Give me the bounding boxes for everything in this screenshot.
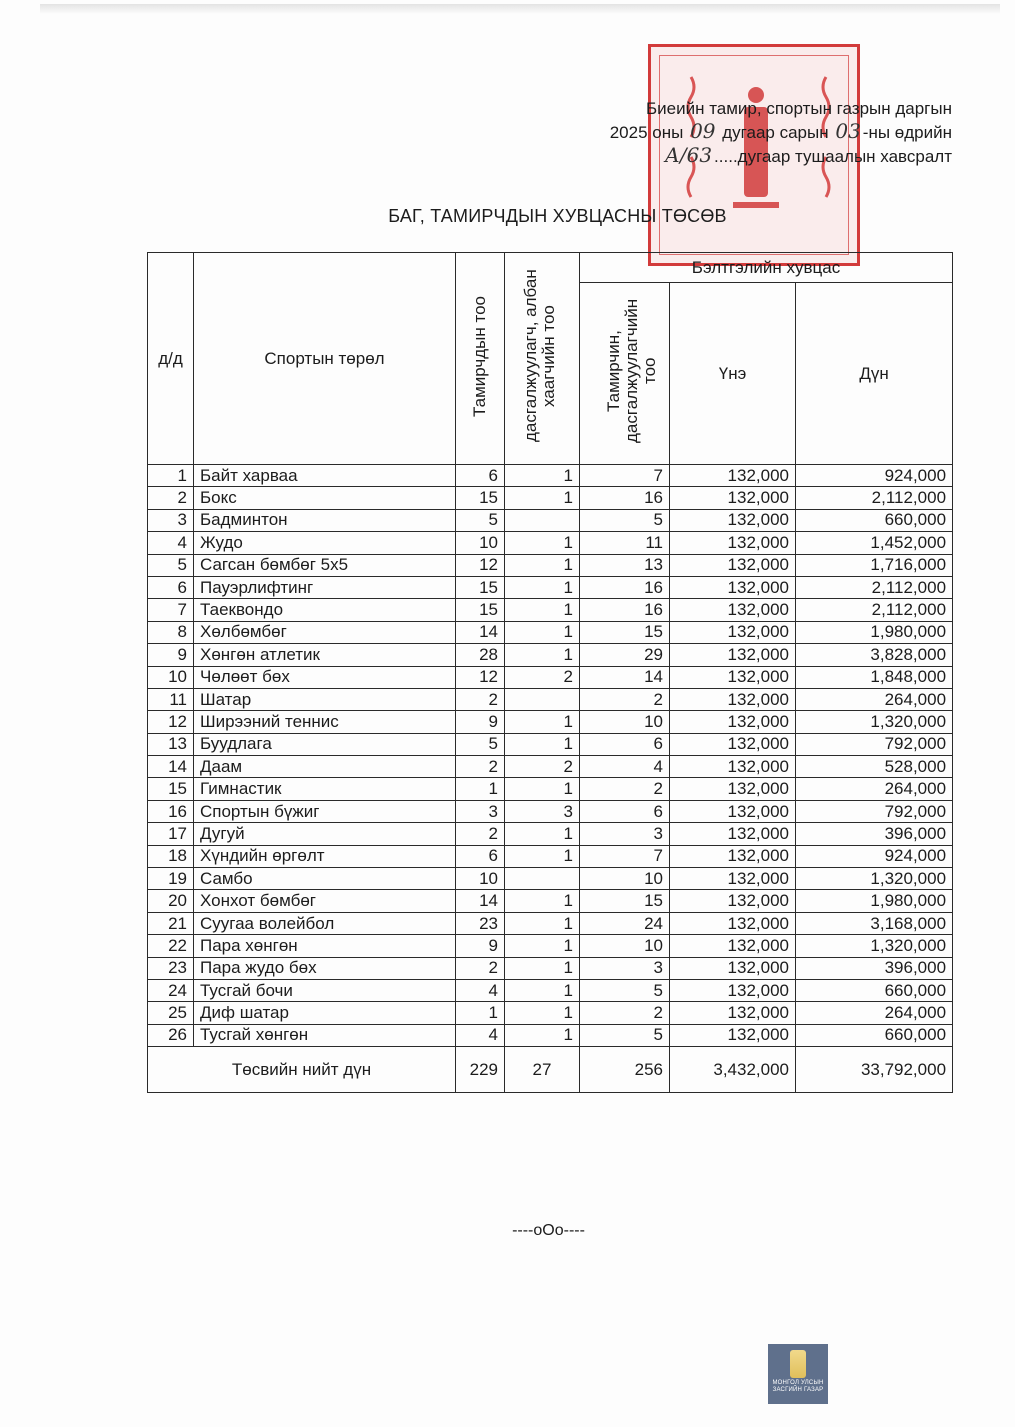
row-price: 132,000: [670, 823, 796, 845]
row-sport: Жудо: [194, 532, 456, 554]
row-people: 15: [580, 621, 670, 643]
row-sport: Хонхот бөмбөг: [194, 890, 456, 912]
row-sport: Самбо: [194, 868, 456, 890]
row-number: 8: [148, 621, 194, 643]
row-price: 132,000: [670, 756, 796, 778]
table-row: [148, 733, 953, 755]
row-sport: Сагсан бөмбөг 5х5: [194, 554, 456, 576]
end-mark: ----oOo----: [512, 1222, 585, 1239]
row-price: 132,000: [670, 532, 796, 554]
row-number: 4: [148, 532, 194, 554]
row-number: 2: [148, 487, 194, 509]
table-row: [148, 554, 953, 576]
row-people: 5: [580, 1024, 670, 1046]
handwritten-day: 03: [835, 119, 861, 143]
row-amount: 3,828,000: [796, 644, 953, 666]
row-number: 13: [148, 733, 194, 755]
row-sport: Хөнгөн атлетик: [194, 644, 456, 666]
row-number: 18: [148, 845, 194, 867]
row-coaches: 1: [505, 554, 580, 576]
total-row: [148, 1047, 953, 1093]
row-people: 10: [580, 935, 670, 957]
row-amount: 396,000: [796, 957, 953, 979]
row-price: 132,000: [670, 666, 796, 688]
table-row: [148, 935, 953, 957]
table-row: [148, 465, 953, 487]
row-amount: 1,320,000: [796, 868, 953, 890]
row-athletes: 10: [456, 868, 505, 890]
table-row: [148, 532, 953, 554]
row-price: 132,000: [670, 599, 796, 621]
row-people: 16: [580, 576, 670, 598]
table-row: [148, 1002, 953, 1024]
table-row: [148, 621, 953, 643]
row-coaches: 1: [505, 576, 580, 598]
row-amount: 1,980,000: [796, 890, 953, 912]
table-row: [148, 890, 953, 912]
row-amount: 792,000: [796, 800, 953, 822]
row-coaches: 1: [505, 778, 580, 800]
row-sport: Диф шатар: [194, 1002, 456, 1024]
row-price: 132,000: [670, 487, 796, 509]
row-coaches: 1: [505, 979, 580, 1001]
header-total-people: Тамирчин, дасгалжуулагчийн тоо: [580, 283, 670, 465]
total-athletes: 229: [456, 1047, 505, 1093]
row-athletes: 15: [456, 487, 505, 509]
row-sport: Хөлбөмбөг: [194, 621, 456, 643]
row-sport: Пауэрлифтинг: [194, 576, 456, 598]
row-people: 5: [580, 509, 670, 531]
row-coaches: 1: [505, 890, 580, 912]
row-number: 24: [148, 979, 194, 1001]
table-row: [148, 487, 953, 509]
row-coaches: 1: [505, 532, 580, 554]
table-row: [148, 800, 953, 822]
row-number: 7: [148, 599, 194, 621]
row-sport: Бадминтон: [194, 509, 456, 531]
row-athletes: 12: [456, 554, 505, 576]
handwritten-order-number: А/63: [664, 143, 713, 167]
annex-line-3: А/63 .....дугаар тушаалын хавсралт: [664, 143, 952, 167]
total-coaches: 27: [505, 1047, 580, 1093]
row-people: 11: [580, 532, 670, 554]
total-label: Төсвийн нийт дүн: [148, 1047, 456, 1093]
row-price: 132,000: [670, 711, 796, 733]
table-row: [148, 979, 953, 1001]
row-people: 29: [580, 644, 670, 666]
table-row: [148, 1024, 953, 1046]
row-price: 132,000: [670, 912, 796, 934]
row-athletes: 2: [456, 823, 505, 845]
annex-header: [610, 98, 952, 168]
row-people: 24: [580, 912, 670, 934]
row-coaches: 2: [505, 756, 580, 778]
row-price: 132,000: [670, 957, 796, 979]
row-athletes: 14: [456, 890, 505, 912]
soyombo-emblem-icon: [790, 1350, 806, 1378]
row-sport: Дугуй: [194, 823, 456, 845]
row-people: 7: [580, 845, 670, 867]
row-amount: 2,112,000: [796, 576, 953, 598]
row-athletes: 12: [456, 666, 505, 688]
row-coaches: 3: [505, 800, 580, 822]
row-athletes: 15: [456, 599, 505, 621]
row-sport: Тусгай хөнгөн: [194, 1024, 456, 1046]
row-number: 14: [148, 756, 194, 778]
header-price: Үнэ: [670, 283, 796, 465]
row-coaches: 1: [505, 957, 580, 979]
total-people: 256: [580, 1047, 670, 1093]
row-coaches: 2: [505, 666, 580, 688]
table-row: [148, 599, 953, 621]
row-sport: Буудлага: [194, 733, 456, 755]
row-number: 17: [148, 823, 194, 845]
row-people: 6: [580, 733, 670, 755]
row-amount: 1,452,000: [796, 532, 953, 554]
table-row: [148, 644, 953, 666]
annex-day-label: -ны өдрийн: [862, 123, 952, 142]
row-people: 16: [580, 487, 670, 509]
row-amount: 1,980,000: [796, 621, 953, 643]
row-athletes: 3: [456, 800, 505, 822]
row-athletes: 2: [456, 756, 505, 778]
row-people: 3: [580, 957, 670, 979]
row-people: 10: [580, 868, 670, 890]
handwritten-month: 09: [690, 119, 716, 143]
row-sport: Тусгай бочи: [194, 979, 456, 1001]
row-coaches: 1: [505, 733, 580, 755]
row-sport: Бокс: [194, 487, 456, 509]
row-number: 10: [148, 666, 194, 688]
row-price: 132,000: [670, 644, 796, 666]
row-number: 6: [148, 576, 194, 598]
row-number: 1: [148, 465, 194, 487]
table-row: [148, 688, 953, 710]
row-coaches: 1: [505, 711, 580, 733]
document-title: БАГ, ТАМИРЧДЫН ХУВЦАСНЫ ТӨСӨВ: [388, 206, 727, 226]
row-people: 10: [580, 711, 670, 733]
header-dd: д/д: [148, 253, 194, 465]
row-sport: Хүндийн өргөлт: [194, 845, 456, 867]
row-athletes: 28: [456, 644, 505, 666]
row-number: 5: [148, 554, 194, 576]
government-logo-text: МОНГОЛ УЛСЫН ЗАСГИЙН ГАЗАР: [772, 1380, 824, 1393]
row-sport: Спортын бүжиг: [194, 800, 456, 822]
row-number: 25: [148, 1002, 194, 1024]
row-people: 14: [580, 666, 670, 688]
row-price: 132,000: [670, 688, 796, 710]
row-amount: 1,716,000: [796, 554, 953, 576]
header-sport: Спортын төрөл: [194, 253, 456, 465]
row-athletes: 2: [456, 688, 505, 710]
row-amount: 264,000: [796, 778, 953, 800]
table-row: [148, 576, 953, 598]
row-amount: 2,112,000: [796, 487, 953, 509]
row-athletes: 14: [456, 621, 505, 643]
row-amount: 3,168,000: [796, 912, 953, 934]
header-training-clothes: Бэлтгэлийн хувцас: [580, 253, 953, 283]
row-number: 9: [148, 644, 194, 666]
row-number: 15: [148, 778, 194, 800]
row-price: 132,000: [670, 800, 796, 822]
row-amount: 660,000: [796, 1024, 953, 1046]
row-amount: 1,320,000: [796, 935, 953, 957]
row-amount: 1,848,000: [796, 666, 953, 688]
row-number: 3: [148, 509, 194, 531]
table-row: [148, 823, 953, 845]
row-coaches: 1: [505, 599, 580, 621]
row-number: 16: [148, 800, 194, 822]
table-row: [148, 868, 953, 890]
row-number: 26: [148, 1024, 194, 1046]
table-row: [148, 845, 953, 867]
row-athletes: 4: [456, 1024, 505, 1046]
annex-line-2: [610, 120, 952, 144]
row-athletes: 9: [456, 711, 505, 733]
row-sport: Суугаа волейбол: [194, 912, 456, 934]
row-price: 132,000: [670, 868, 796, 890]
row-people: 4: [580, 756, 670, 778]
row-coaches: 1: [505, 935, 580, 957]
row-price: 132,000: [670, 621, 796, 643]
row-amount: 924,000: [796, 465, 953, 487]
row-people: 7: [580, 465, 670, 487]
row-amount: 264,000: [796, 1002, 953, 1024]
row-athletes: 6: [456, 845, 505, 867]
table-row: [148, 957, 953, 979]
row-price: 132,000: [670, 733, 796, 755]
row-athletes: 1: [456, 1002, 505, 1024]
row-number: 11: [148, 688, 194, 710]
budget-table: [147, 252, 953, 1093]
row-people: 6: [580, 800, 670, 822]
row-amount: 792,000: [796, 733, 953, 755]
row-number: 23: [148, 957, 194, 979]
row-amount: 264,000: [796, 688, 953, 710]
header-amount: Дүн: [796, 283, 953, 465]
row-athletes: 23: [456, 912, 505, 934]
row-price: 132,000: [670, 509, 796, 531]
row-coaches: 1: [505, 487, 580, 509]
row-amount: 660,000: [796, 979, 953, 1001]
row-number: 21: [148, 912, 194, 934]
row-coaches: 1: [505, 644, 580, 666]
row-amount: 2,112,000: [796, 599, 953, 621]
header-coaches: дасгалжуулагч, албан хаагчийн тоо: [505, 253, 580, 465]
row-sport: Байт харваа: [194, 465, 456, 487]
row-number: 19: [148, 868, 194, 890]
budget-table-body: [148, 465, 953, 1047]
row-sport: Гимнастик: [194, 778, 456, 800]
row-people: 2: [580, 1002, 670, 1024]
scan-edge-shadow: [40, 4, 1000, 14]
row-athletes: 10: [456, 532, 505, 554]
row-coaches: 1: [505, 845, 580, 867]
header-athletes: Тамирчдын тоо: [456, 253, 505, 465]
table-row: [148, 666, 953, 688]
row-people: 16: [580, 599, 670, 621]
row-coaches: 1: [505, 823, 580, 845]
row-price: 132,000: [670, 890, 796, 912]
table-row: [148, 756, 953, 778]
government-logo-badge: [768, 1344, 828, 1404]
row-athletes: 1: [456, 778, 505, 800]
row-sport: Пара жудо бөх: [194, 957, 456, 979]
row-athletes: 5: [456, 509, 505, 531]
annex-order-label: дугаар тушаалын хавсралт: [737, 147, 952, 166]
row-amount: 396,000: [796, 823, 953, 845]
row-people: 3: [580, 823, 670, 845]
row-price: 132,000: [670, 845, 796, 867]
row-price: 132,000: [670, 465, 796, 487]
row-coaches: 1: [505, 912, 580, 934]
row-price: 132,000: [670, 1002, 796, 1024]
table-row: [148, 509, 953, 531]
row-athletes: 2: [456, 957, 505, 979]
row-coaches: [505, 509, 580, 531]
annex-line-1: Биеийн тамир, спортын газрын даргын: [645, 99, 952, 118]
total-price: 3,432,000: [670, 1047, 796, 1093]
row-people: 2: [580, 778, 670, 800]
row-sport: Ширээний теннис: [194, 711, 456, 733]
row-amount: 528,000: [796, 756, 953, 778]
row-sport: Пара хөнгөн: [194, 935, 456, 957]
row-price: 132,000: [670, 554, 796, 576]
annex-year: 2025 оны: [609, 123, 684, 142]
row-price: 132,000: [670, 576, 796, 598]
row-amount: 924,000: [796, 845, 953, 867]
row-price: 132,000: [670, 979, 796, 1001]
row-people: 15: [580, 890, 670, 912]
row-coaches: 1: [505, 1024, 580, 1046]
row-coaches: 1: [505, 465, 580, 487]
row-amount: 660,000: [796, 509, 953, 531]
row-athletes: 15: [456, 576, 505, 598]
row-amount: 1,320,000: [796, 711, 953, 733]
row-coaches: 1: [505, 621, 580, 643]
row-people: 13: [580, 554, 670, 576]
row-athletes: 9: [456, 935, 505, 957]
row-sport: Таеквондо: [194, 599, 456, 621]
row-coaches: [505, 688, 580, 710]
row-athletes: 6: [456, 465, 505, 487]
row-people: 2: [580, 688, 670, 710]
table-row: [148, 778, 953, 800]
row-number: 20: [148, 890, 194, 912]
row-athletes: 4: [456, 979, 505, 1001]
annex-month-label: дугаар сарын: [722, 123, 829, 142]
table-row: [148, 711, 953, 733]
row-number: 22: [148, 935, 194, 957]
total-amount: 33,792,000: [796, 1047, 953, 1093]
row-number: 12: [148, 711, 194, 733]
row-sport: Чөлөөт бөх: [194, 666, 456, 688]
row-price: 132,000: [670, 778, 796, 800]
row-sport: Шатар: [194, 688, 456, 710]
row-sport: Даам: [194, 756, 456, 778]
row-price: 132,000: [670, 935, 796, 957]
row-people: 5: [580, 979, 670, 1001]
row-athletes: 5: [456, 733, 505, 755]
row-price: 132,000: [670, 1024, 796, 1046]
row-coaches: [505, 868, 580, 890]
table-row: [148, 912, 953, 934]
row-coaches: 1: [505, 1002, 580, 1024]
